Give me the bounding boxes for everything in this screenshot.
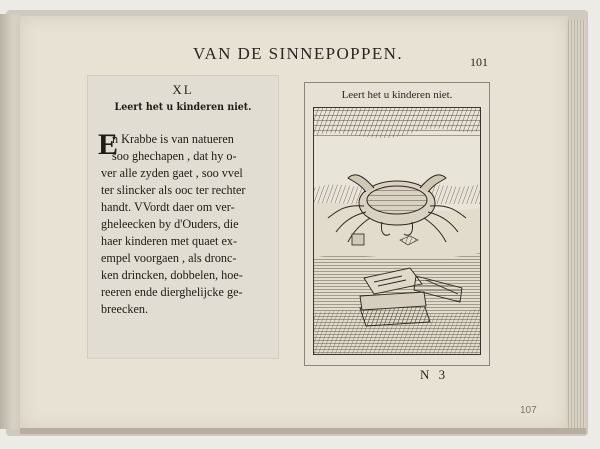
emblem-text-panel <box>88 76 278 358</box>
text-line: reeren ende dierghelijcke ge- <box>101 285 243 299</box>
text-line: empel voorgaen , als dronc- <box>101 251 237 265</box>
text-line: gheleecken by d'Ouders, die <box>101 217 239 231</box>
crab-engraving <box>313 107 481 355</box>
text-line: ken drincken, dobbelen, hoe- <box>101 268 243 282</box>
signature-mark: N 3 <box>420 367 449 382</box>
text-line: ter slincker als ooc ter rechter <box>101 183 246 197</box>
plate-title: Leert het u kinderen niet. <box>341 89 453 101</box>
gutter <box>0 14 22 429</box>
emblem-body-text <box>98 128 279 318</box>
page-edges <box>566 20 586 428</box>
page-number: 101 <box>470 55 488 69</box>
emblem-motto: Leert het u kinderen niet. <box>114 101 252 113</box>
text-line: handt. VVordt daer om ver- <box>101 200 235 214</box>
text-line: ver alle zyden gaet , soo vvel <box>101 166 243 180</box>
die <box>352 234 364 245</box>
engraving-illustration <box>314 108 480 354</box>
engraving-plate <box>304 82 490 366</box>
pencil-annotation: 107 <box>520 405 537 416</box>
running-head: VAN DE SINNEPOPPEN. <box>192 44 403 63</box>
drop-cap: E <box>98 128 119 161</box>
bottom-edge <box>20 428 586 434</box>
text-line: haer kinderen met quaet ex- <box>101 234 238 248</box>
text-line: breecken. <box>101 302 149 316</box>
emblem-number: XL <box>172 82 194 97</box>
text-line: n Krabbe is van natueren <box>112 132 234 146</box>
text-line: soo ghechapen , dat hy o- <box>112 149 237 163</box>
